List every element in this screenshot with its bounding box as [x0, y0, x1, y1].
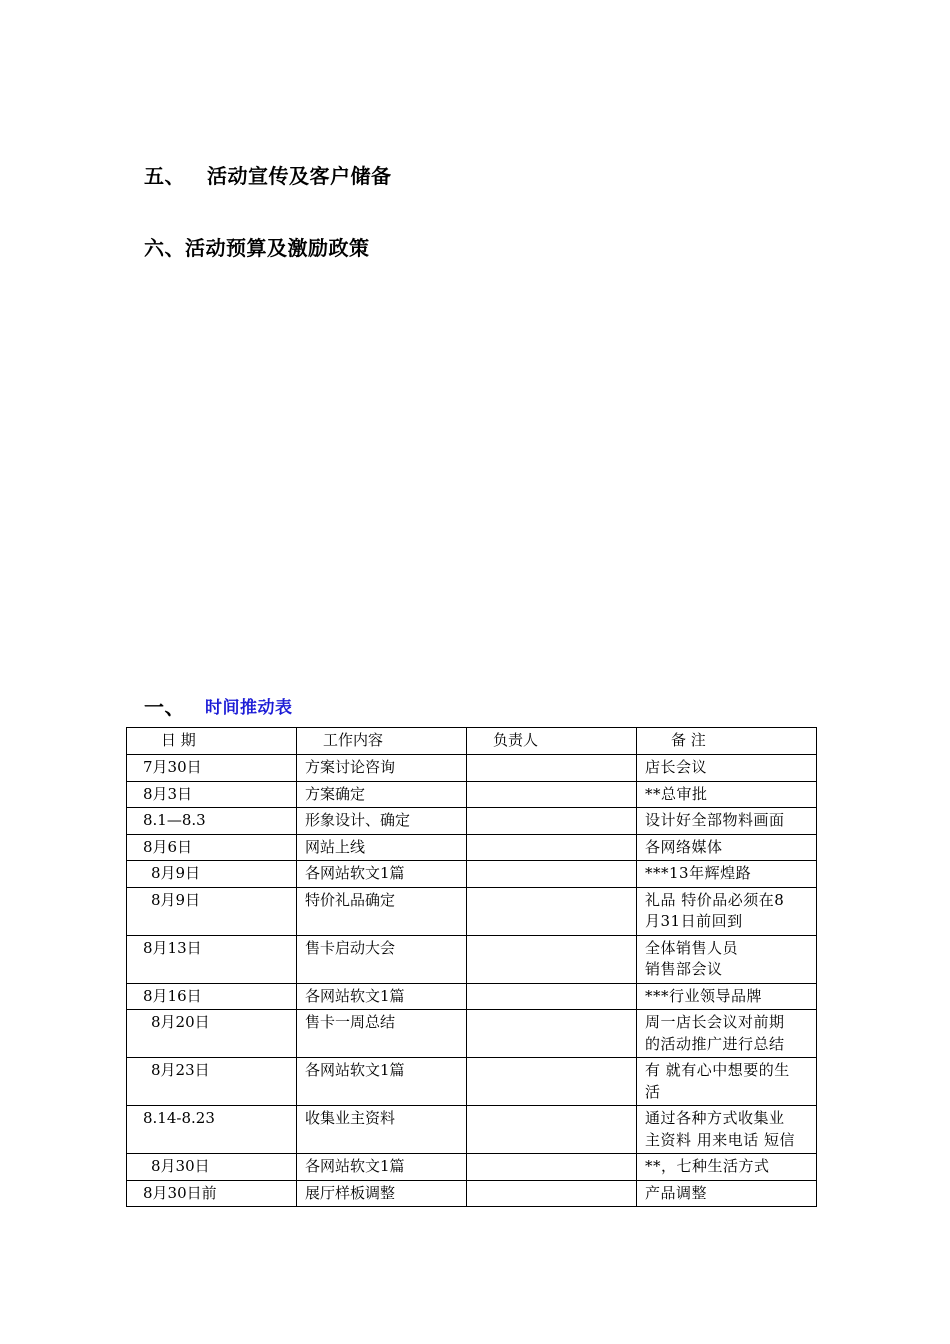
cell-date: 7月30日 — [127, 755, 297, 782]
section-5-heading — [144, 160, 392, 189]
cell-task: 方案确定 — [297, 781, 467, 808]
cell-note-line: 的活动推广进行总结 — [645, 1034, 785, 1053]
cell-task: 售卡启动大会 — [297, 935, 467, 983]
cell-date: 8月30日 — [127, 1154, 297, 1181]
cell-date: 8月16日 — [127, 983, 297, 1010]
cell-owner — [467, 983, 637, 1010]
table-row — [127, 781, 817, 808]
cell-task: 展厅样板调整 — [297, 1180, 467, 1207]
cell-note — [637, 1106, 817, 1154]
cell-note — [637, 781, 817, 808]
cell-note — [637, 887, 817, 935]
cell-note — [637, 1058, 817, 1106]
header-date: 日 期 — [127, 728, 297, 755]
table-row — [127, 1154, 817, 1181]
cell-owner — [467, 834, 637, 861]
cell-note — [637, 834, 817, 861]
cell-task: 形象设计、确定 — [297, 808, 467, 835]
cell-note-line: 全体销售人员 — [645, 938, 739, 957]
table-row — [127, 1058, 817, 1106]
section-6-number: 六、 — [144, 236, 185, 260]
cell-task: 特价礼品确定 — [297, 887, 467, 935]
cell-date: 8月13日 — [127, 935, 297, 983]
cell-task: 各网站软文1篇 — [297, 1058, 467, 1106]
header-note: 备 注 — [637, 728, 817, 755]
table-row — [127, 808, 817, 835]
section-1-heading — [144, 691, 293, 720]
cell-note-line: 月31日前回到 — [645, 912, 743, 930]
cell-date: 8月23日 — [127, 1058, 297, 1106]
cell-task: 售卡一周总结 — [297, 1010, 467, 1058]
cell-task: 收集业主资料 — [297, 1106, 467, 1154]
header-task: 工作内容 — [297, 728, 467, 755]
cell-note-line: 主资料 用来电话 短信 — [645, 1130, 796, 1149]
cell-note-line: 各网络媒体 — [645, 837, 723, 856]
table-row — [127, 935, 817, 983]
cell-note-line: 周一店长会议对前期 — [645, 1013, 785, 1031]
section-1-title: 时间推动表 — [205, 698, 293, 718]
cell-note — [637, 935, 817, 983]
cell-note-line: 店长会议 — [645, 758, 708, 776]
section-5-title: 活动宣传及客户储备 — [207, 164, 392, 188]
cell-owner — [467, 1010, 637, 1058]
cell-note-line: 产品调整 — [645, 1183, 708, 1202]
cell-date: 8.14-8.23 — [127, 1106, 297, 1154]
section-1-number: 一、 — [144, 695, 185, 719]
cell-note — [637, 861, 817, 888]
cell-task: 方案讨论咨询 — [297, 755, 467, 782]
cell-note — [637, 983, 817, 1010]
cell-date: 8月9日 — [127, 887, 297, 935]
table-row — [127, 861, 817, 888]
cell-note-line: ***13年辉煌路 — [645, 864, 752, 882]
cell-note-line: 通过各种方式收集业 — [645, 1109, 785, 1127]
cell-owner — [467, 1154, 637, 1181]
cell-owner — [467, 1106, 637, 1154]
cell-note — [637, 755, 817, 782]
cell-task: 各网站软文1篇 — [297, 983, 467, 1010]
cell-note-line: 活 — [645, 1082, 661, 1101]
cell-date: 8.1—8.3 — [127, 808, 297, 835]
cell-note — [637, 1154, 817, 1181]
cell-owner — [467, 887, 637, 935]
table-header-row — [127, 728, 817, 755]
section-6-title: 活动预算及激励政策 — [185, 236, 370, 260]
cell-task: 各网站软文1篇 — [297, 861, 467, 888]
header-owner: 负责人 — [467, 728, 637, 755]
cell-date: 8月30日前 — [127, 1180, 297, 1207]
section-6-heading — [144, 232, 370, 261]
cell-date: 8月3日 — [127, 781, 297, 808]
cell-owner — [467, 755, 637, 782]
table-row — [127, 1106, 817, 1154]
cell-task: 各网站软文1篇 — [297, 1154, 467, 1181]
cell-note — [637, 1180, 817, 1207]
section-5-number: 五、 — [144, 164, 185, 188]
cell-task: 网站上线 — [297, 834, 467, 861]
cell-owner — [467, 861, 637, 888]
schedule-table-body — [127, 755, 817, 1207]
cell-date: 8月6日 — [127, 834, 297, 861]
cell-note-line: ***行业领导品牌 — [645, 986, 763, 1005]
cell-date: 8月9日 — [127, 861, 297, 888]
cell-note-line: 有 就有心中想要的生 — [645, 1061, 790, 1079]
cell-note — [637, 808, 817, 835]
table-row — [127, 983, 817, 1010]
cell-owner — [467, 808, 637, 835]
cell-owner — [467, 1058, 637, 1106]
cell-note-line: **，七种生活方式 — [645, 1157, 770, 1175]
table-row — [127, 755, 817, 782]
cell-owner — [467, 781, 637, 808]
schedule-table — [126, 727, 817, 1207]
cell-note — [637, 1010, 817, 1058]
cell-note-line: 销售部会议 — [645, 960, 723, 978]
cell-note-line: 设计好全部物料画面 — [645, 811, 785, 829]
cell-note-line: 礼品 特价品必须在8 — [645, 890, 785, 909]
table-row — [127, 1010, 817, 1058]
table-row — [127, 834, 817, 861]
cell-note-line: **总审批 — [645, 784, 708, 803]
table-row — [127, 1180, 817, 1207]
table-row — [127, 887, 817, 935]
cell-owner — [467, 935, 637, 983]
cell-date: 8月20日 — [127, 1010, 297, 1058]
cell-owner — [467, 1180, 637, 1207]
